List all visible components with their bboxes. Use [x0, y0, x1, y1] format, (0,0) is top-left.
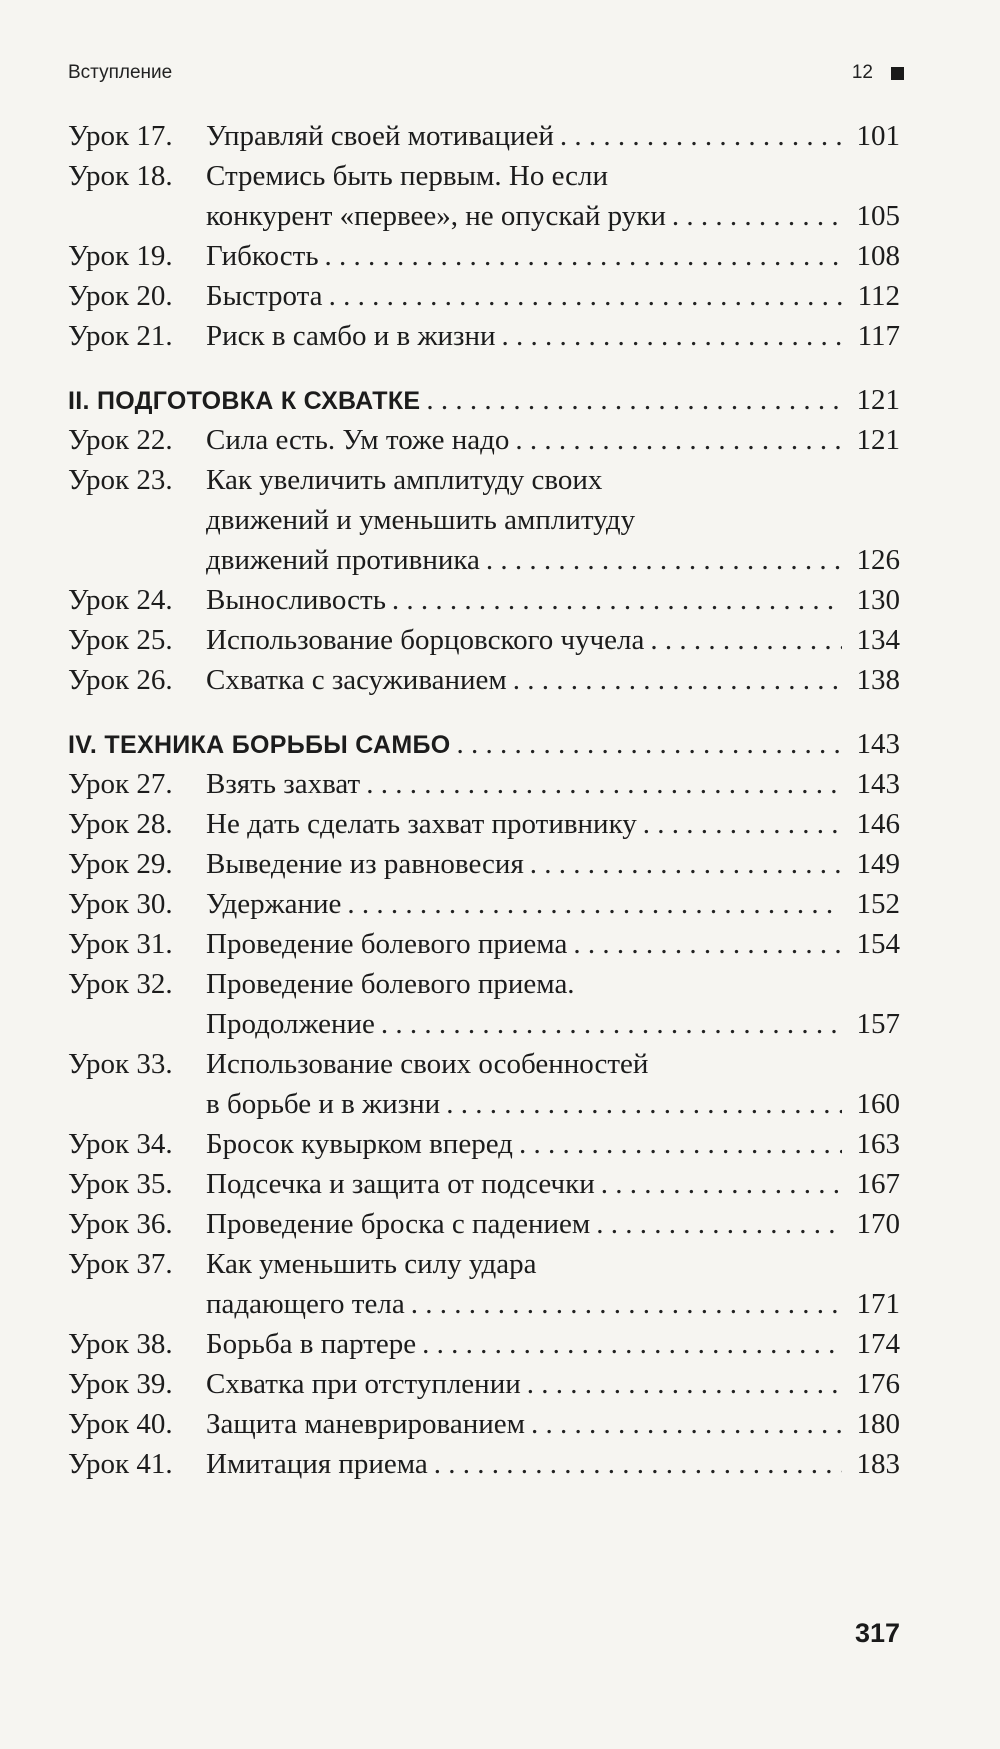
toc-entry-line — [68, 804, 900, 844]
toc-entry[interactable] — [68, 844, 900, 884]
lesson-number: Урок 22. — [68, 424, 173, 456]
lesson-number: Урок 20. — [68, 280, 173, 312]
lesson-title: Имитация приема — [206, 1448, 428, 1480]
toc-entry-line — [68, 1404, 900, 1444]
toc-entry[interactable] — [68, 884, 900, 924]
toc-entry[interactable] — [68, 116, 900, 156]
lesson-title: Гибкость — [206, 240, 319, 272]
page-number: 183 — [856, 1448, 900, 1480]
dot-leader — [392, 580, 842, 620]
page-number: 143 — [856, 768, 900, 800]
toc-entry-line — [68, 844, 900, 884]
lesson-title: Как увеличить амплитуду своих — [206, 464, 603, 496]
lesson-number: Урок 39. — [68, 1368, 173, 1400]
page-number: 167 — [856, 1168, 900, 1200]
toc-entry-line — [68, 580, 900, 620]
toc-entry[interactable] — [68, 1124, 900, 1164]
toc-entry[interactable] — [68, 236, 900, 276]
lesson-number: Урок 26. — [68, 664, 173, 696]
dot-leader — [422, 1324, 842, 1364]
page-number: 171 — [856, 1288, 900, 1320]
lesson-title: Выносливость — [206, 584, 386, 616]
lesson-number: Урок 41. — [68, 1448, 173, 1480]
dot-leader — [531, 1404, 842, 1444]
lesson-title: Использование борцовского чучела — [206, 624, 645, 656]
toc-entry-line — [68, 276, 900, 316]
page-number: 146 — [856, 808, 900, 840]
toc-entry-line — [68, 460, 900, 500]
page-number: 130 — [856, 584, 900, 616]
dot-leader — [325, 236, 842, 276]
toc-entry[interactable] — [68, 1044, 900, 1124]
lesson-title: Управляй своей мотивацией — [206, 120, 554, 152]
toc-entry-line — [68, 1324, 900, 1364]
page-number: 170 — [856, 1208, 900, 1240]
toc-entry-line — [68, 764, 900, 804]
dot-leader — [446, 1084, 842, 1124]
lesson-title: Стремись быть первым. Но если — [206, 160, 609, 192]
dot-leader — [643, 804, 842, 844]
page-number: 157 — [856, 1008, 900, 1040]
lesson-number: Урок 38. — [68, 1328, 173, 1360]
toc-entry-line — [68, 1124, 900, 1164]
header-section-title: Вступление — [68, 62, 173, 83]
dot-leader — [486, 540, 842, 580]
lesson-title: Быстрота — [206, 280, 323, 312]
toc-entry-line — [68, 620, 900, 660]
lesson-number: Урок 31. — [68, 928, 173, 960]
dot-leader — [411, 1284, 842, 1324]
page-number: 149 — [856, 848, 900, 880]
toc-entry[interactable] — [68, 660, 900, 700]
toc-entry[interactable] — [68, 924, 900, 964]
lesson-title: Сила есть. Ум тоже надо — [206, 424, 510, 456]
lesson-title: Бросок кувырком вперед — [206, 1128, 513, 1160]
page-number: 152 — [856, 888, 900, 920]
toc-entry-line — [68, 236, 900, 276]
lesson-number: Урок 30. — [68, 888, 173, 920]
table-of-contents — [68, 116, 900, 1484]
lesson-title: Защита маневрированием — [206, 1408, 525, 1440]
toc-entry-line — [68, 1284, 900, 1324]
lesson-number: Урок 27. — [68, 768, 173, 800]
page-number: 160 — [856, 1088, 900, 1120]
lesson-title: Не дать сделать захват противнику — [206, 808, 637, 840]
lesson-title: в борьбе и в жизни — [206, 1088, 441, 1120]
toc-entry-line — [68, 1364, 900, 1404]
lesson-number: Урок 33. — [68, 1048, 173, 1080]
dot-leader — [347, 884, 842, 924]
toc-entry-line — [68, 1164, 900, 1204]
section-heading-2[interactable] — [68, 380, 900, 420]
lesson-number: Урок 29. — [68, 848, 173, 880]
toc-entry-line — [68, 1084, 900, 1124]
lesson-number: Урок 32. — [68, 968, 173, 1000]
dot-leader — [601, 1164, 842, 1204]
lesson-title: Выведение из равновесия — [206, 848, 524, 880]
lesson-title: Использование своих особенностей — [206, 1048, 649, 1080]
dot-leader — [457, 724, 843, 764]
header-page-number: 12 — [851, 62, 873, 83]
section-title: IV. ТЕХНИКА БОРЬБЫ САМБО — [68, 731, 451, 759]
dot-leader — [515, 420, 842, 460]
lesson-number: Урок 24. — [68, 584, 173, 616]
lesson-title: Схватка с засуживанием — [206, 664, 507, 696]
lesson-number: Урок 19. — [68, 240, 173, 272]
lesson-title: Проведение болевого приема. — [206, 968, 575, 1000]
page-number: 117 — [857, 320, 900, 352]
dot-leader — [502, 316, 842, 356]
page-number: 101 — [856, 120, 900, 152]
lesson-number: Урок 23. — [68, 464, 173, 496]
page-number: 121 — [856, 424, 900, 456]
page-number-footer: 317 — [854, 1618, 900, 1648]
dot-leader — [366, 764, 842, 804]
toc-entry-line — [68, 660, 900, 700]
toc-entry[interactable] — [68, 156, 900, 236]
toc-entry-line — [68, 540, 900, 580]
toc-entry-line — [68, 924, 900, 964]
lesson-title: Проведение болевого приема — [206, 928, 568, 960]
toc-entry[interactable] — [68, 316, 900, 356]
dot-leader — [527, 1364, 842, 1404]
dot-leader — [434, 1444, 842, 1484]
running-header — [68, 62, 904, 84]
toc-entry[interactable] — [68, 1244, 900, 1324]
toc-block-4 — [68, 764, 900, 1484]
header-page-marker — [852, 62, 904, 84]
section-page-number: 121 — [856, 384, 900, 416]
lesson-title: конкурент «первее», не опускай руки — [206, 200, 666, 232]
toc-entry[interactable] — [68, 620, 900, 660]
page-number: 174 — [856, 1328, 900, 1360]
lesson-title: Удержание — [206, 888, 342, 920]
toc-entry[interactable] — [68, 276, 900, 316]
lesson-number: Урок 34. — [68, 1128, 173, 1160]
lesson-title: Схватка при отступлении — [206, 1368, 521, 1400]
page-number: 180 — [856, 1408, 900, 1440]
lesson-title: Риск в самбо и в жизни — [206, 320, 496, 352]
lesson-title: движений и уменьшить амплитуду — [206, 504, 636, 536]
toc-entry-line — [68, 1044, 900, 1084]
lesson-number: Урок 28. — [68, 808, 173, 840]
page-number: 126 — [856, 544, 900, 576]
dot-leader — [426, 380, 842, 420]
toc-entry[interactable] — [68, 1364, 900, 1404]
dot-leader — [650, 620, 842, 660]
lesson-title: Как уменьшить силу удара — [206, 1248, 537, 1280]
toc-entry[interactable] — [68, 1324, 900, 1364]
toc-entry-line — [68, 196, 900, 236]
dot-leader — [596, 1204, 842, 1244]
lesson-title: Проведение броска с падением — [206, 1208, 591, 1240]
page-number: 134 — [856, 624, 900, 656]
lesson-number: Урок 18. — [68, 160, 173, 192]
toc-entry-line — [68, 116, 900, 156]
toc-entry-line — [68, 964, 900, 1004]
toc-entry-line — [68, 316, 900, 356]
toc-entry[interactable] — [68, 764, 900, 804]
toc-entry[interactable] — [68, 1444, 900, 1484]
lesson-title: Взять захват — [206, 768, 361, 800]
toc-block-1 — [68, 116, 900, 356]
square-bullet-icon — [891, 67, 904, 80]
page-number: 154 — [856, 928, 900, 960]
lesson-number: Урок 25. — [68, 624, 173, 656]
lesson-title: движений противника — [206, 544, 480, 576]
lesson-title: Борьба в партере — [206, 1328, 417, 1360]
page-number: 112 — [857, 280, 900, 312]
lesson-number: Урок 17. — [68, 120, 173, 152]
dot-leader — [513, 660, 842, 700]
toc-entry[interactable] — [68, 1204, 900, 1244]
toc-entry[interactable] — [68, 460, 900, 580]
toc-entry-line — [68, 1004, 900, 1044]
toc-entry-line — [68, 500, 900, 540]
section-heading-4[interactable] — [68, 724, 900, 764]
toc-entry-line — [68, 420, 900, 460]
toc-entry[interactable] — [68, 804, 900, 844]
dot-leader — [573, 924, 842, 964]
dot-leader — [530, 844, 842, 884]
toc-block-2 — [68, 420, 900, 700]
section-title: II. ПОДГОТОВКА К СХВАТКЕ — [68, 387, 421, 415]
lesson-number: Урок 36. — [68, 1208, 173, 1240]
toc-entry-line — [68, 884, 900, 924]
dot-leader — [381, 1004, 842, 1044]
section-page-number: 143 — [856, 728, 900, 760]
page-number: 105 — [856, 200, 900, 232]
page-number: 176 — [856, 1368, 900, 1400]
toc-entry[interactable] — [68, 1164, 900, 1204]
lesson-title: Продолжение — [206, 1008, 375, 1040]
page-number: 138 — [856, 664, 900, 696]
dot-leader — [560, 116, 842, 156]
toc-entry[interactable] — [68, 580, 900, 620]
toc-entry-line — [68, 1444, 900, 1484]
toc-entry[interactable] — [68, 420, 900, 460]
lesson-number: Урок 37. — [68, 1248, 173, 1280]
toc-entry-line — [68, 1244, 900, 1284]
lesson-number: Урок 35. — [68, 1168, 173, 1200]
lesson-number: Урок 40. — [68, 1408, 173, 1440]
lesson-title: Подсечка и защита от подсечки — [206, 1168, 595, 1200]
toc-entry-line — [68, 156, 900, 196]
page-number: 108 — [856, 240, 900, 272]
lesson-number: Урок 21. — [68, 320, 173, 352]
dot-leader — [519, 1124, 842, 1164]
toc-entry[interactable] — [68, 1404, 900, 1444]
lesson-title: падающего тела — [206, 1288, 405, 1320]
page-number: 163 — [856, 1128, 900, 1160]
toc-entry-line — [68, 1204, 900, 1244]
dot-leader — [672, 196, 842, 236]
dot-leader — [329, 276, 842, 316]
toc-entry[interactable] — [68, 964, 900, 1044]
